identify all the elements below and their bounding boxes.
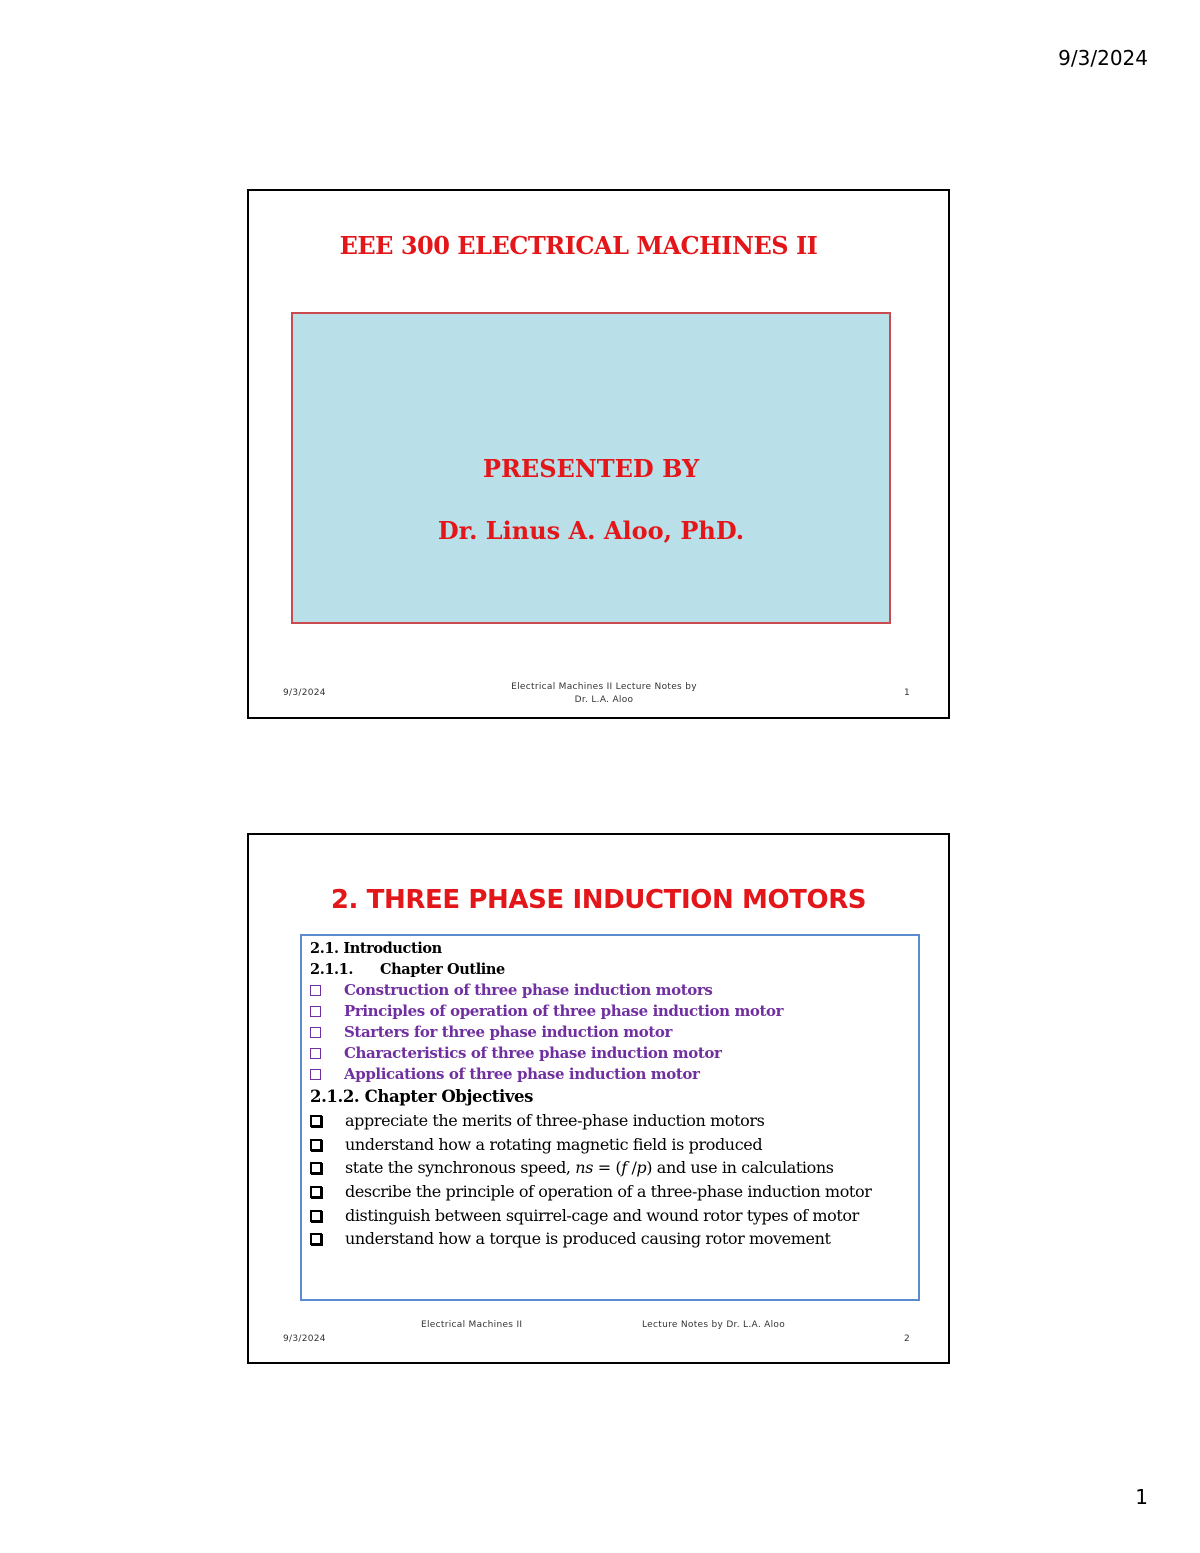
outline-label: Chapter Outline <box>380 961 505 978</box>
slide-footer-notes: Lecture Notes by Dr. L.A. Aloo <box>642 1320 786 1330</box>
slide-title: EEE 300 ELECTRICAL MACHINES II <box>339 231 818 260</box>
list-item: state the synchronous speed, 𝑛𝑠 = (𝑓 /𝑝) and use in calculations <box>310 1156 912 1180</box>
checkbox-bullet-icon <box>310 1027 321 1038</box>
slide-2 <box>247 833 950 1364</box>
slide-footer-date: 9/3/2024 <box>283 688 326 698</box>
slide-title: 2. THREE PHASE INDUCTION MOTORS <box>330 885 867 915</box>
list-item: distinguish between squirrel-cage and wound rotor types of motor <box>310 1204 912 1228</box>
page-number: 1 <box>1135 1485 1148 1509</box>
list-item: Principles of operation of three phase induction motor <box>310 1001 912 1022</box>
outline-number: 2.1.1. <box>310 961 354 978</box>
list-item: Characteristics of three phase induction motor <box>310 1043 912 1064</box>
slide-1 <box>247 189 950 719</box>
presenter-box <box>291 312 891 624</box>
list-item: Construction of three phase induction motors <box>310 980 912 1001</box>
footer-line-2: Dr. L.A. Aloo <box>574 695 634 705</box>
checkbox-bullet-icon <box>310 1115 322 1127</box>
outline-heading <box>310 959 912 980</box>
content-box <box>300 934 920 1301</box>
page-date: 9/3/2024 <box>1058 46 1148 70</box>
slide-footer-notes <box>449 681 759 707</box>
presented-by-label: PRESENTED BY <box>482 454 700 483</box>
slide-footer-course: Electrical Machines II <box>421 1320 523 1330</box>
list-item: understand how a torque is produced causing rotor movement <box>310 1227 912 1251</box>
checkbox-bullet-icon <box>310 985 321 996</box>
slide-footer-date: 9/3/2024 <box>283 1334 326 1344</box>
footer-line-1: Electrical Machines II Lecture Notes by <box>511 682 697 692</box>
checkbox-bullet-icon <box>310 1186 322 1198</box>
objectives-list <box>310 1109 912 1251</box>
checkbox-bullet-icon <box>310 1069 321 1080</box>
slide-number: 1 <box>903 688 910 698</box>
list-item: Starters for three phase induction motor <box>310 1022 912 1043</box>
checkbox-bullet-icon <box>310 1210 322 1222</box>
checkbox-bullet-icon <box>310 1139 322 1151</box>
slide-number: 2 <box>903 1334 910 1344</box>
author-name: Dr. Linus A. Aloo, PhD. <box>437 516 745 545</box>
list-item: understand how a rotating magnetic field is produced <box>310 1133 912 1157</box>
objectives-heading: 2.1.2. Chapter Objectives <box>310 1087 534 1106</box>
list-item: describe the principle of operation of a three-phase induction motor <box>310 1183 912 1200</box>
checkbox-bullet-icon <box>310 1048 321 1059</box>
intro-heading: 2.1. Introduction <box>310 940 442 957</box>
checkbox-bullet-icon <box>310 1006 321 1017</box>
list-item: Applications of three phase induction motor <box>310 1064 912 1085</box>
checkbox-bullet-icon <box>310 1233 322 1245</box>
checkbox-bullet-icon <box>310 1162 322 1174</box>
list-item: appreciate the merits of three-phase induction motors <box>310 1109 912 1133</box>
